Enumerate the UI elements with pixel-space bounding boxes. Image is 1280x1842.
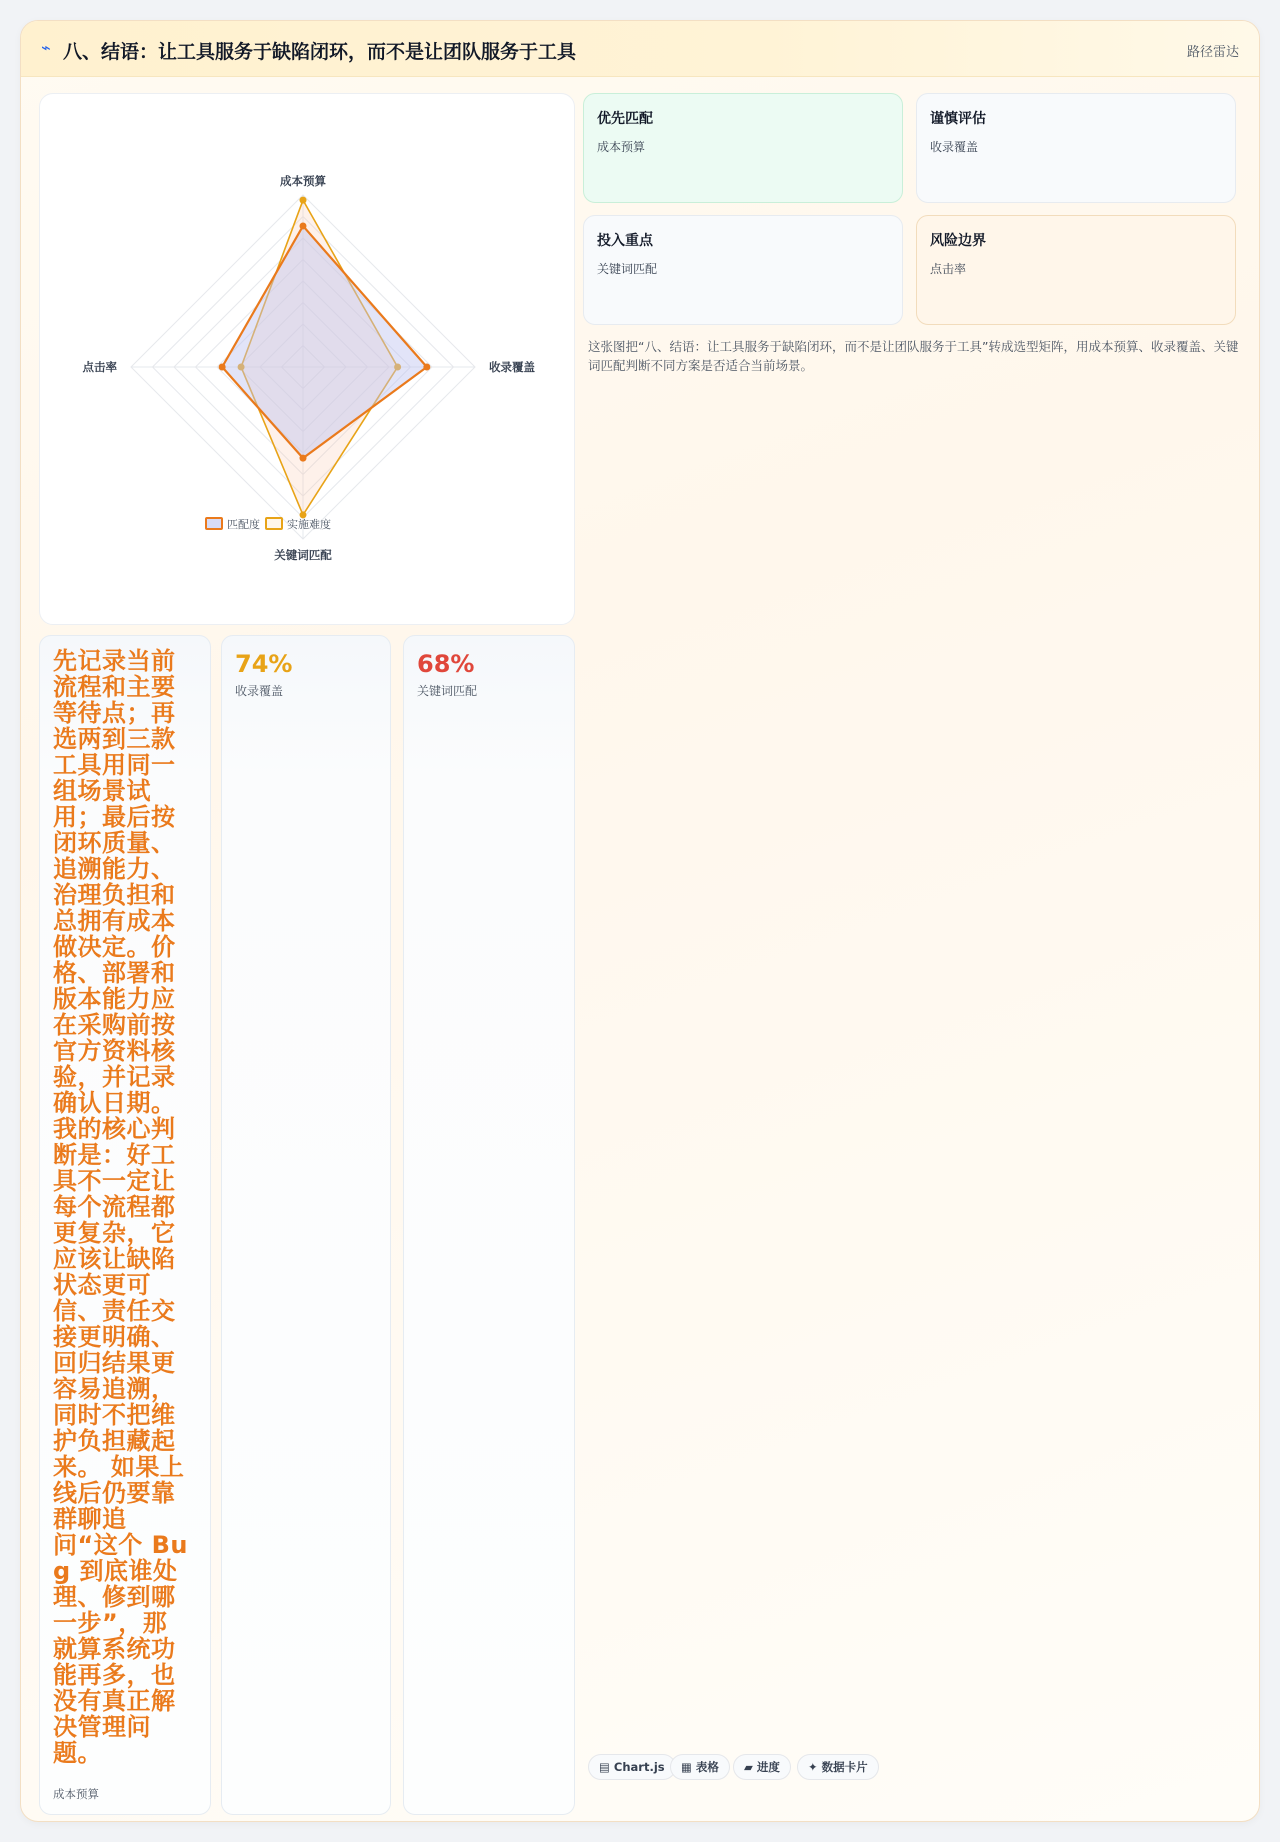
- sparkle-icon: ✦: [808, 1760, 818, 1774]
- legend-label: 匹配度: [227, 518, 260, 531]
- lightning-icon: ⌁: [41, 38, 51, 57]
- table-icon: ▦: [681, 1760, 692, 1774]
- legend-swatch: [206, 518, 222, 529]
- chip-table[interactable]: [670, 1754, 730, 1780]
- metric-label: 收录覆盖: [235, 684, 284, 698]
- metric-card-keyword: [403, 635, 575, 1815]
- radar-data-point: [219, 364, 226, 371]
- radar-data-point: [423, 364, 430, 371]
- metric-value: 68%: [417, 650, 475, 678]
- path-radar-badge: 路径雷达: [1186, 45, 1239, 60]
- card-subtitle: 点击率: [930, 262, 967, 276]
- metric-card-coverage: [221, 635, 391, 1815]
- legend-swatch: [266, 518, 282, 529]
- card-subtitle: 成本预算: [597, 140, 646, 154]
- metric-label: 关键词匹配: [417, 684, 478, 698]
- radar-axis-label: 收录覆盖: [489, 360, 535, 374]
- card-title: 风险边界: [930, 233, 986, 249]
- chip-data-card[interactable]: [797, 1754, 879, 1780]
- radar-data-point: [300, 455, 307, 462]
- page-card: [20, 20, 1260, 1822]
- card-priority-match: [583, 93, 903, 203]
- chart-icon: ▤: [599, 1760, 610, 1774]
- progress-icon: ▰: [744, 1760, 753, 1774]
- chip-label: 进度: [756, 1760, 780, 1774]
- card-risk-boundary: [916, 215, 1236, 325]
- card-subtitle: 收录覆盖: [930, 140, 979, 154]
- radar-axis-label: 点击率: [82, 360, 117, 374]
- metric-value: 74%: [235, 650, 293, 678]
- summary-footer: 成本预算: [53, 1787, 99, 1801]
- card-title: 投入重点: [597, 233, 653, 249]
- radar-chart: [40, 94, 576, 626]
- page-header: [21, 21, 1259, 77]
- chip-label: Chart.js: [613, 1760, 665, 1774]
- radar-data-point: [300, 197, 307, 204]
- legend-label: 实施难度: [287, 518, 331, 531]
- chip-label: 数据卡片: [821, 1760, 868, 1774]
- radar-data-point: [300, 222, 307, 229]
- radar-chart-panel: [39, 93, 575, 625]
- card-investment-focus: [583, 215, 903, 325]
- chip-label: 表格: [695, 1760, 719, 1774]
- chip-progress[interactable]: [733, 1754, 791, 1780]
- summary-text: 先记录当前流程和主要等待点；再选两到三款工具用同一组场景试用；最后按闭环质量、追溯能力、治理负担和总拥有成本做决定。价格、部署和版本能力应在采购前按官方资料核验，并记录确认日期。我的核心判断是：好工具不一定让每个流程都更复杂，它应该让缺陷状态更可信、责任交接更明确、回归结果更容易追溯，同时不把维护负担藏起来。 如果上线后仍要靠群聊追问“这个 Bug 到底谁处理、修到哪一步”，那就算系统功能再多，也没有真正解决管理问题。: [53, 647, 189, 1767]
- page-title: 八、结语：让工具服务于缺陷闭环，而不是让团队服务于工具: [63, 41, 577, 63]
- radar-axis-label: 关键词匹配: [274, 548, 332, 562]
- card-cautious-eval: [916, 93, 1236, 203]
- card-title: 谨慎评估: [930, 111, 986, 127]
- card-subtitle: 关键词匹配: [597, 262, 658, 276]
- radar-axis-label: 成本预算: [280, 174, 326, 188]
- card-title: 优先匹配: [597, 111, 653, 127]
- summary-column: [39, 635, 211, 1815]
- chart-description: 这张图把“八、结语：让工具服务于缺陷闭环，而不是让团队服务于工具”转成选型矩阵，用成本预算、收录覆盖、关键词匹配判断不同方案是否适合当前场景。: [588, 339, 1239, 373]
- chip-chartjs[interactable]: [588, 1754, 676, 1780]
- radar-series-area: [222, 226, 427, 458]
